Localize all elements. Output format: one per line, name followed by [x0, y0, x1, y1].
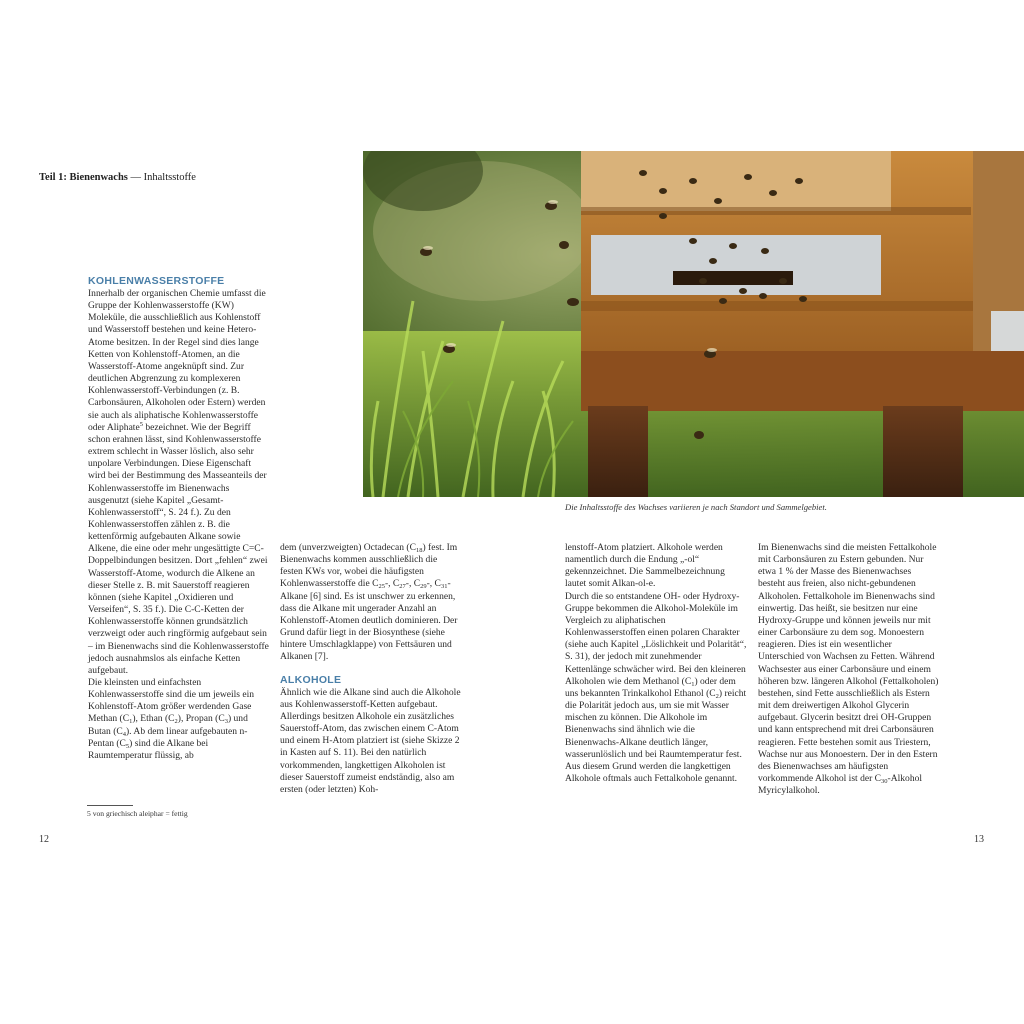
paragraph: [280, 542, 462, 664]
text: -, C: [405, 578, 421, 590]
subscript: 31: [440, 583, 448, 591]
text: Im Bienenwachs sind die meisten Fettalkohole mit Carbonsäuren zu Estern gebunden. Nur etwa 1 % der Masse des Bienenwachses besteht aus freien, also nicht-gebundenen Alkoholen. Fettalkohole im Bienenwachs sind einwertig. Das heißt, sie besitzen nur eine Hydroxy-Gruppe und können jeweils nur mit einer Carbonsäure zu dem sog. Monoestern reagieren. Dies ist ein wesentlicher Unterschied von Wachsen zu Fetten. Während Wachsester aus einer Carbonsäure und einem höheren bzw. längeren Alkohol (Fettalkoholen) bestehen, sind Fette ausschließlich als Estern mit dem dreiwertigen Alkohol Glycerin aufgebaut. Glycerin besitzt drei OH-Gruppen und kann entsprechend mit drei Carbonsäuren reagieren. Fette bestehen somit aus Triestern, Wachse nur aus Monoestern. Der in den Estern des Bienenwachses am häufigsten vorkommende Alkohol ist der C: [758, 542, 939, 784]
subscript: 4: [122, 730, 126, 738]
subscript: 25: [378, 583, 385, 591]
text: Durch die so entstandene OH- oder Hydroxy-Gruppe bekommen die Alkohol-Moleküle im Vergleich zu aliphatischen Kohlenwasserstoffen einen polaren Charakter (siehe auch Kapitel „Löslichkeit und Polarität“, S. 31), der jedoch mit zunehmender Kettenlänge schwächer wird. Bei den kleineren Alkoholen wie dem Methanol (C: [565, 590, 747, 687]
column-4: [758, 542, 940, 797]
beehive-photo-illustration: [363, 151, 1024, 497]
heading-alkohole: ALKOHOLE: [280, 673, 342, 686]
subscript: 29: [420, 583, 427, 591]
text: -, C: [426, 578, 441, 590]
text: ) oder dem uns bekannten Trinkalkohol Ethanol (C: [565, 675, 736, 699]
text: ), Propan (C: [177, 713, 225, 725]
column-1: [88, 275, 270, 762]
paragraph: Ähnlich wie die Alkane sind auch die Alkohole aus Kohlenwasserstoff-Ketten aufgebaut. Allerdings besitzen Alkohole ein zusätzliches Sauerstoff-Atom, das zwischen einem C-Atom und einem H-Atom platziert ist (siehe Skizze 2 in Kasten auf S. 11). Bei den natürlich vorkommenden, langkettigen Alkoholen ist dieser Sauerstoff zumeist endständig, also am ersten (oder letzten) Koh-: [280, 686, 461, 795]
paragraph: [88, 288, 270, 677]
text: ) fest. Im Bienenwachs kommen ausschließlich die festen KWs vor, wobei die häufigsten Kohlenwasserstoffe die C: [280, 542, 458, 590]
column-2: [280, 542, 462, 796]
running-head-separator: —: [127, 172, 144, 183]
footnote: 5 von griechisch aleiphar = fettig: [87, 809, 188, 818]
text: ) und Butan (C: [88, 713, 248, 737]
footnote-rule: [87, 805, 133, 806]
heading-kohlenwasserstoffe: KOHLENWASSERSTOFFE: [88, 275, 225, 287]
page-number-right: 13: [974, 834, 984, 845]
subscript: 2: [715, 692, 719, 700]
text: ) reicht die Polarität jedoch aus, um sie mit Wasser mischen zu können. Die Alkohole im Bienenwachs sind ähnlich wie die Bienenwachs-Alkane deutlich länger, wasserunlöslich und bei Raumtemperatur fest. Aus diesem Grund werden die langkettigen Alkohole oftmals auch Fettalkohole genannt.: [565, 687, 747, 784]
page-number-left: 12: [39, 834, 49, 845]
subscript: 3: [224, 718, 228, 726]
column-3: [565, 542, 747, 785]
text: bezeichnet. Wie der Begriff schon erahnen lässt, sind Kohlenwasserstoffe extrem schlecht in Wasser löslich, also sehr unpolare Verbindungen. Diese Eigenschaft wird bei der Bestimmung des Masseanteils der Kohlenwasserstoffe im Bienenwachs ausgenutzt (siehe Kapitel „Gesamt-Kohlenwasserstoff“, S. 24 f.). Zu den Kohlenwasserstoffen zählen z. B. die kettenförmig aufgebauten Alkane sowie Alkene, die eine oder mehr ungesättigte C=C-Doppelbindungen besitzen. Dort „fehlen“ zwei Wasserstoff-Atome, wodurch die Alkene an dieser Stelle z. B. mit Sauerstoff reagieren können (siehe Kapitel „Oxidieren und Verseifen“, S. 35 f.). Die C-C-Ketten der Kohlenwasserstoffe können grundsätzlich verzweigt oder auch ringförmig aufgebaut sein – im Bienenwachs sind die Kohlenwasserstoffe jedoch ausnahmslos als einfache Ketten aufgebaut.: [88, 421, 269, 676]
beehive-photo: [363, 151, 1024, 497]
subscript: 1: [129, 718, 133, 726]
text: -Alkane [6] sind. Es ist unschwer zu erkennen, dass die Alkane mit ungerader Anzahl an Kohlenstoff-Atomen deutlich dominieren. Der Grund dafür liegt in der Biosynthese (siehe hintere Umschlagklappe) von Fettsäuren und Alkanen [7].: [280, 578, 458, 663]
subscript: 18: [415, 547, 423, 554]
subscript: 5: [125, 742, 130, 750]
photo-caption: Die Inhaltsstoffe des Wachses variieren je nach Standort und Sammelgebiet.: [565, 502, 827, 512]
subscript: 2: [174, 718, 178, 726]
text: dem (unverzweigten) Octadecan (C: [280, 542, 416, 553]
text: Die kleinsten und einfachsten Kohlenwasserstoffe sind die um jeweils ein Kohlenstoff-Atom größer werdenden Gase Methan (C: [88, 677, 255, 725]
text: -, C: [384, 578, 400, 590]
text: Innerhalb der organischen Chemie umfasst die Gruppe der Kohlenwasserstoffe (KW) Moleküle, die ausschließlich aus Kohlenstoff und Wasserstoff bestehen und keine Hetero-Atome besitzen. In der Regel sind dies lange Ketten von Kohlenstoff-Atomen, an die Wasserstoff-Atome angeknüpft sind. Zur deutlichen Abgrenzung zu komplexeren Kohlenwasserstoff-Verbindungen (z. B. Carbonsäuren, Alkoholen oder Estern) werden sie auch als aliphatische Kohlenwasserstoffe oder Aliphate: [88, 288, 266, 433]
running-head: [39, 172, 196, 183]
text: -Alkohol Myricylalkohol.: [758, 772, 923, 797]
paragraph: [758, 542, 940, 797]
paragraph: [565, 591, 747, 786]
running-head-topic: Inhaltsstoffe: [143, 172, 196, 183]
paragraph: [88, 677, 270, 762]
paragraph: lenstoff-Atom platziert. Alkohole werden namentlich durch die Endung „-ol“ gekennzeichnet. Die Sammelbezeichnung lautet somit Alkan-ol-e.: [565, 542, 725, 590]
text: ) sind die Alkane bei Raumtemperatur flüssig, ab: [88, 737, 209, 761]
subscript: 30: [881, 777, 888, 785]
text: ), Ethan (C: [132, 713, 175, 725]
subscript: 1: [691, 680, 695, 688]
subscript: 27: [399, 583, 406, 591]
footnote-ref: 5: [139, 420, 143, 428]
text: ). Ab dem linear aufgebauten n-Pentan (C: [88, 725, 248, 749]
running-head-section: Teil 1: Bienenwachs: [39, 172, 128, 183]
